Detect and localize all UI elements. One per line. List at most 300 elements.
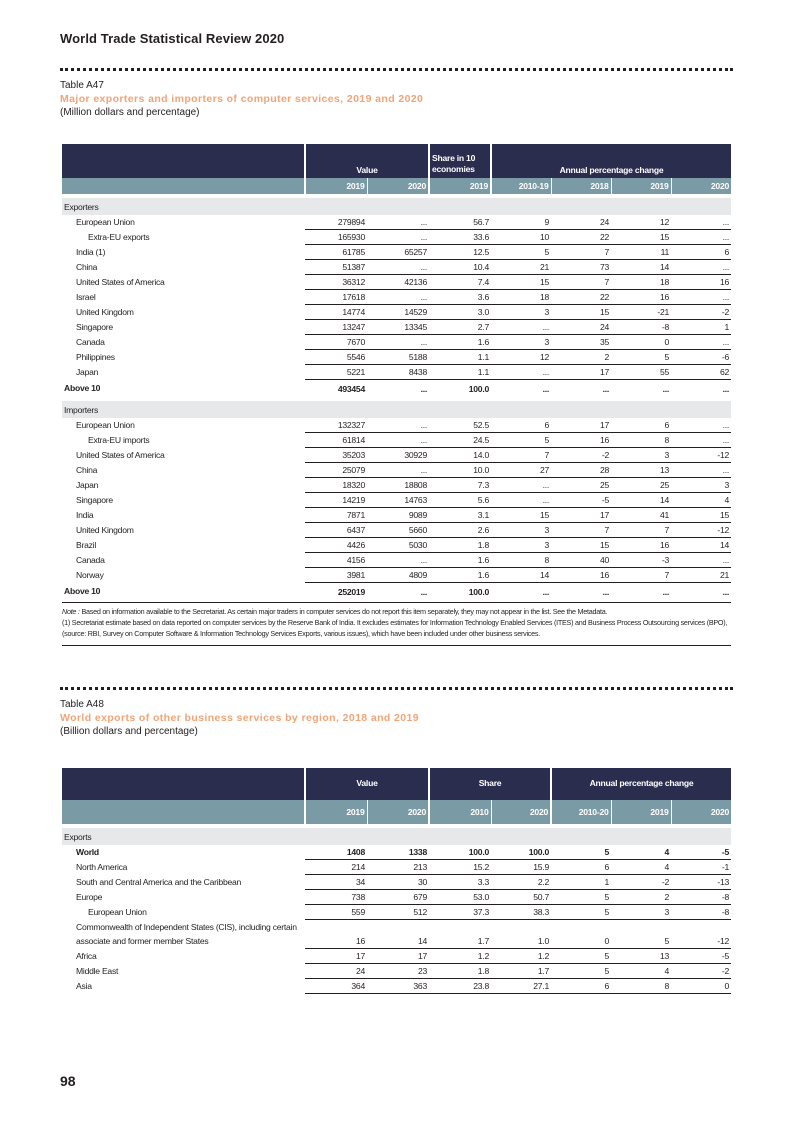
table-row xyxy=(62,860,731,875)
row-label: European Union xyxy=(88,907,147,917)
row-label: United Kingdom xyxy=(76,307,134,317)
cell-value: 4156 xyxy=(305,553,367,568)
cell-value: 17 xyxy=(551,365,611,380)
cell-value: 10.0 xyxy=(429,463,491,478)
row-label: Singapore xyxy=(76,322,113,332)
cell-value: 2 xyxy=(611,890,671,905)
table-row xyxy=(62,320,731,335)
cell-value: ... xyxy=(367,260,429,275)
cell-value: -8 xyxy=(671,905,731,920)
row-label: Asia xyxy=(76,980,92,991)
cell-value: ... xyxy=(491,493,551,508)
cell-value: 56.7 xyxy=(429,215,491,230)
cell-value: 13 xyxy=(611,463,671,478)
cell-value: 14 xyxy=(671,538,731,553)
cell-value: 512 xyxy=(367,905,429,920)
cell-value: -2 xyxy=(671,963,731,978)
cell-value: 12 xyxy=(611,215,671,230)
cell-value: 5546 xyxy=(305,350,367,365)
cell-value: 16 xyxy=(305,934,367,949)
cell-value: 27 xyxy=(491,463,551,478)
row-label: China xyxy=(76,262,98,272)
cell-value: 14774 xyxy=(305,305,367,320)
cell-value: 18320 xyxy=(305,478,367,493)
cell-value: 15.9 xyxy=(491,860,551,875)
cell-value: 15 xyxy=(551,305,611,320)
column-group-value: Value xyxy=(305,144,429,178)
cell-value: 17 xyxy=(305,948,367,963)
cell-value: 7 xyxy=(611,523,671,538)
table-row xyxy=(62,275,731,290)
cell-value: 13345 xyxy=(367,320,429,335)
cell-value: 22 xyxy=(551,230,611,245)
table-row xyxy=(62,963,731,978)
cell-value: 5 xyxy=(551,905,611,920)
cell-value: 25079 xyxy=(305,463,367,478)
cell-value: ... xyxy=(367,433,429,448)
cell-value: 3 xyxy=(491,335,551,350)
cell-value: -2 xyxy=(671,305,731,320)
table-row xyxy=(62,290,731,305)
section-header xyxy=(62,828,731,845)
table-row xyxy=(62,508,731,523)
cell-value: 3 xyxy=(611,905,671,920)
cell-value: 132327 xyxy=(305,418,367,433)
cell-value: 1.6 xyxy=(429,553,491,568)
cell-value: ... xyxy=(542,586,549,597)
cell-value: 8438 xyxy=(367,365,429,380)
cell-value: 1.2 xyxy=(429,948,491,963)
cell-value: 30 xyxy=(367,875,429,890)
cell-value: 6 xyxy=(671,245,731,260)
cell-value: 30929 xyxy=(367,448,429,463)
cell-value: 10.4 xyxy=(429,260,491,275)
cell-value: 3 xyxy=(491,523,551,538)
cell-value: 14219 xyxy=(305,493,367,508)
row-label: Above 10 xyxy=(64,383,101,394)
cell-value: 35 xyxy=(551,335,611,350)
cell-value: 1.1 xyxy=(429,365,491,380)
table-label: Table A48 xyxy=(60,699,104,710)
cell-value: 17618 xyxy=(305,290,367,305)
cell-value: 7 xyxy=(551,245,611,260)
cell-value: 15 xyxy=(491,275,551,290)
cell-value: 5 xyxy=(491,245,551,260)
row-label: European Union xyxy=(76,420,135,431)
cell-value: 3.0 xyxy=(429,305,491,320)
table-row xyxy=(62,493,731,508)
cell-value: 0 xyxy=(611,335,671,350)
cell-value: 18 xyxy=(491,290,551,305)
cell-value: 14529 xyxy=(367,305,429,320)
cell-value: 61785 xyxy=(305,245,367,260)
note-text: Based on information available to the Secretariat. As certain major traders in computer services do not report this item separately, they may not appear in the list. See the Metadata. xyxy=(81,607,608,616)
row-label: United States of America xyxy=(76,450,165,460)
table-a47 xyxy=(62,144,731,600)
cell-value: 100.0 xyxy=(491,845,551,860)
year-header: 2019 xyxy=(611,178,671,194)
cell-value: -5 xyxy=(671,948,731,963)
year-header: 2019 xyxy=(611,800,671,824)
cell-value: ... xyxy=(367,290,429,305)
cell-value: 1338 xyxy=(367,845,429,860)
cell-value: 21 xyxy=(671,568,731,583)
cell-value: 61814 xyxy=(305,433,367,448)
cell-value: 5 xyxy=(551,963,611,978)
cell-value: -2 xyxy=(551,448,611,463)
cell-value: 16 xyxy=(551,433,611,448)
table-row xyxy=(62,418,731,433)
cell-value: 25 xyxy=(611,478,671,493)
cell-value: 17 xyxy=(551,508,611,523)
cell-value: 14.0 xyxy=(429,448,491,463)
cell-value: 6 xyxy=(551,978,611,993)
table-title: World exports of other business services by region, 2018 and 2019 xyxy=(60,712,420,724)
footnote-text: (1) Secretariat estimate based on data reported on computer services by the Reserve Bank of India. It excludes estimates for Information Technology Enabled Services (ITES) and Business Process Outsourcing services (BPO), (source: RBI, Survey on Computer Software & Information Technology Services Exports, various issues), which have been included under other business services. xyxy=(62,618,728,638)
cell-value: 7 xyxy=(551,275,611,290)
cell-value: 12.5 xyxy=(429,245,491,260)
section-divider xyxy=(60,687,733,690)
cell-value: 363 xyxy=(367,978,429,993)
table-row xyxy=(62,448,731,463)
column-group-value: Value xyxy=(305,768,429,800)
table-row xyxy=(62,568,731,583)
cell-value: ... xyxy=(420,586,427,597)
row-label: Europe xyxy=(76,892,103,902)
cell-value: 8 xyxy=(611,433,671,448)
row-label: World xyxy=(76,847,99,858)
cell-value: 55 xyxy=(611,365,671,380)
year-header: 2020 xyxy=(671,800,731,824)
cell-value: 7 xyxy=(611,568,671,583)
row-label: Commonwealth of Independent States (CIS), including certain xyxy=(76,921,297,932)
row-label: Above 10 xyxy=(64,586,101,597)
cell-value: 1408 xyxy=(305,845,367,860)
year-header: 2020 xyxy=(367,800,429,824)
cell-value: 14 xyxy=(611,260,671,275)
total-row xyxy=(62,583,731,601)
cell-value: 5 xyxy=(551,845,611,860)
cell-value: ... xyxy=(602,383,609,394)
cell-value: 24 xyxy=(551,215,611,230)
cell-value: 27.1 xyxy=(491,978,551,993)
row-label: North America xyxy=(76,862,128,872)
row-label: Extra-EU imports xyxy=(88,435,150,445)
cell-value: 9089 xyxy=(367,508,429,523)
cell-value: ... xyxy=(671,463,731,478)
cell-value: -21 xyxy=(611,305,671,320)
cell-value: -5 xyxy=(551,493,611,508)
year-header: 2020 xyxy=(671,178,731,194)
cell-value: ... xyxy=(671,433,731,448)
cell-value: 214 xyxy=(305,860,367,875)
table-row xyxy=(62,245,731,260)
table-row xyxy=(62,978,731,993)
cell-value: 679 xyxy=(367,890,429,905)
cell-value: 23 xyxy=(367,963,429,978)
cell-value: 6 xyxy=(551,860,611,875)
cell-value: 100.0 xyxy=(429,845,491,860)
cell-value: ... xyxy=(722,586,730,597)
cell-value: 559 xyxy=(305,905,367,920)
cell-value: 10 xyxy=(491,230,551,245)
row-label: Singapore xyxy=(76,495,113,505)
table-end-rule xyxy=(62,645,731,646)
cell-value: 65257 xyxy=(367,245,429,260)
row-label: associate and former member States xyxy=(76,935,209,946)
table-row xyxy=(62,478,731,493)
section-label: Importers xyxy=(62,401,731,418)
row-label: Japan xyxy=(76,367,99,377)
cell-value: 11 xyxy=(611,245,671,260)
row-label: Middle East xyxy=(76,965,119,976)
cell-value: 4 xyxy=(671,493,731,508)
cell-value: 7 xyxy=(551,523,611,538)
cell-value: 53.0 xyxy=(429,890,491,905)
table-row xyxy=(62,215,731,230)
cell-value: 17 xyxy=(367,948,429,963)
cell-value: 7670 xyxy=(305,335,367,350)
cell-value: 5 xyxy=(611,934,671,949)
cell-value: 364 xyxy=(305,978,367,993)
column-group-share: Share xyxy=(429,768,551,800)
cell-value: 14 xyxy=(611,493,671,508)
cell-value: 14 xyxy=(367,934,429,949)
cell-value: 1.0 xyxy=(491,934,551,949)
cell-value: ... xyxy=(671,215,731,230)
year-header: 2010-20 xyxy=(551,800,611,824)
cell-value: ... xyxy=(367,418,429,433)
cell-value: 5030 xyxy=(367,538,429,553)
table-a48 xyxy=(62,768,731,994)
year-header: 2010 xyxy=(429,800,491,824)
cell-value: -12 xyxy=(671,523,731,538)
cell-value: 1.2 xyxy=(491,948,551,963)
cell-value: 7.4 xyxy=(429,275,491,290)
table-row xyxy=(62,305,731,320)
cell-value: 15 xyxy=(551,538,611,553)
year-header: 2019 xyxy=(305,178,367,194)
cell-value: ... xyxy=(671,418,731,433)
cell-value: 165930 xyxy=(305,230,367,245)
year-header: 2019 xyxy=(429,178,491,194)
row-label: Philippines xyxy=(76,352,115,362)
cell-value: 12 xyxy=(491,350,551,365)
cell-value: 40 xyxy=(551,553,611,568)
cell-value: 14763 xyxy=(367,493,429,508)
cell-value: 4809 xyxy=(367,568,429,583)
cell-value: -6 xyxy=(671,350,731,365)
cell-value: 5 xyxy=(551,890,611,905)
cell-value: 493454 xyxy=(337,383,365,394)
section-label: Exporters xyxy=(62,198,731,215)
cell-value: 15.2 xyxy=(429,860,491,875)
table-row xyxy=(62,890,731,905)
table-row xyxy=(62,260,731,275)
cell-value: 16 xyxy=(671,275,731,290)
table-row xyxy=(62,433,731,448)
cell-value: 7871 xyxy=(305,508,367,523)
table-notes xyxy=(62,602,731,639)
cell-value: 7 xyxy=(491,448,551,463)
cell-value: ... xyxy=(602,586,609,597)
table-row xyxy=(62,905,731,920)
row-label: United Kingdom xyxy=(76,525,134,535)
cell-value: 9 xyxy=(491,215,551,230)
cell-value: -8 xyxy=(671,890,731,905)
cell-value: ... xyxy=(671,553,731,568)
cell-value: ... xyxy=(671,230,731,245)
cell-value: 3 xyxy=(491,538,551,553)
column-group-share: Share in 10 economies xyxy=(429,144,491,178)
row-label: European Union xyxy=(76,217,135,228)
cell-value: 2.2 xyxy=(491,875,551,890)
cell-value: 8 xyxy=(491,553,551,568)
table-row xyxy=(62,538,731,553)
cell-value: 22 xyxy=(551,290,611,305)
page-number: 98 xyxy=(60,1073,76,1089)
cell-value: ... xyxy=(367,335,429,350)
cell-value: ... xyxy=(367,553,429,568)
cell-value: 3.6 xyxy=(429,290,491,305)
cell-value: ... xyxy=(420,383,427,394)
cell-value: 17 xyxy=(551,418,611,433)
cell-value: 33.6 xyxy=(429,230,491,245)
cell-value: 1.6 xyxy=(429,335,491,350)
cell-value: 73 xyxy=(551,260,611,275)
row-label: India xyxy=(76,510,94,520)
column-group-change: Annual percentage change xyxy=(491,144,731,178)
cell-value: 2.7 xyxy=(429,320,491,335)
cell-value: 16 xyxy=(551,568,611,583)
row-label: China xyxy=(76,465,98,475)
cell-value: 3981 xyxy=(305,568,367,583)
cell-value: 8 xyxy=(611,978,671,993)
cell-value: ... xyxy=(542,383,549,394)
cell-value: 15 xyxy=(491,508,551,523)
cell-value: -1 xyxy=(671,860,731,875)
table-row xyxy=(62,553,731,568)
cell-value: ... xyxy=(671,290,731,305)
cell-value: 100.0 xyxy=(468,586,489,597)
cell-value: 41 xyxy=(611,508,671,523)
cell-value: 3.3 xyxy=(429,875,491,890)
cell-value: 5660 xyxy=(367,523,429,538)
cell-value: 6 xyxy=(491,418,551,433)
cell-value: 24 xyxy=(305,963,367,978)
cell-value: 35203 xyxy=(305,448,367,463)
row-label: Africa xyxy=(76,950,97,961)
cell-value: 42136 xyxy=(367,275,429,290)
row-label: Israel xyxy=(76,292,96,302)
cell-value: 279894 xyxy=(305,215,367,230)
cell-value: 100.0 xyxy=(468,383,489,394)
table-row xyxy=(62,365,731,380)
row-label: Canada xyxy=(76,337,105,347)
cell-value: 6 xyxy=(611,418,671,433)
cell-value: 4 xyxy=(611,860,671,875)
cell-value: 213 xyxy=(367,860,429,875)
row-label: Extra-EU exports xyxy=(88,232,150,242)
cell-value: ... xyxy=(671,260,731,275)
cell-value: 1.6 xyxy=(429,568,491,583)
cell-value: -5 xyxy=(671,845,731,860)
cell-value: 3 xyxy=(491,305,551,320)
table-row xyxy=(62,335,731,350)
cell-value: 738 xyxy=(305,890,367,905)
cell-value: 25 xyxy=(551,478,611,493)
cell-value: 3.1 xyxy=(429,508,491,523)
row-label: Norway xyxy=(76,570,104,580)
cell-value: 1.8 xyxy=(429,963,491,978)
note-label: Note : xyxy=(62,607,80,616)
table-row xyxy=(62,948,731,963)
table-row xyxy=(62,463,731,478)
cell-value: 15 xyxy=(611,230,671,245)
row-label: India (1) xyxy=(76,247,106,257)
cell-value: 15 xyxy=(671,508,731,523)
table-title: Major exporters and importers of computer services, 2019 and 2020 xyxy=(60,93,424,105)
cell-value: 16 xyxy=(611,538,671,553)
cell-value: 5 xyxy=(551,948,611,963)
cell-value: 3 xyxy=(611,448,671,463)
cell-value: 3 xyxy=(671,478,731,493)
cell-value: 24.5 xyxy=(429,433,491,448)
section-header xyxy=(62,198,731,215)
cell-value: ... xyxy=(662,383,669,394)
cell-value: 1.1 xyxy=(429,350,491,365)
year-header: 2010-19 xyxy=(491,178,551,194)
cell-value: -12 xyxy=(671,934,731,949)
cell-value: 18808 xyxy=(367,478,429,493)
table-row xyxy=(62,230,731,245)
cell-value: 5 xyxy=(491,433,551,448)
cell-value: ... xyxy=(491,320,551,335)
cell-value: 13247 xyxy=(305,320,367,335)
cell-value: 18 xyxy=(611,275,671,290)
section-divider xyxy=(60,68,733,71)
cell-value: ... xyxy=(662,586,669,597)
cell-value: 2 xyxy=(551,350,611,365)
cell-value: 16 xyxy=(611,290,671,305)
cell-value: 38.3 xyxy=(491,905,551,920)
cell-value: 21 xyxy=(491,260,551,275)
cell-value: 0 xyxy=(551,934,611,949)
cell-value: 5221 xyxy=(305,365,367,380)
table-row xyxy=(62,523,731,538)
table-row xyxy=(62,350,731,365)
cell-value: 4 xyxy=(611,963,671,978)
year-header: 2020 xyxy=(367,178,429,194)
table-row xyxy=(62,934,731,949)
row-label: United States of America xyxy=(76,277,165,287)
cell-value: 13 xyxy=(611,948,671,963)
cell-value: 5188 xyxy=(367,350,429,365)
year-header: 2020 xyxy=(491,800,551,824)
cell-value: ... xyxy=(367,230,429,245)
row-label: South and Central America and the Caribbean xyxy=(76,877,242,887)
cell-value: 52.5 xyxy=(429,418,491,433)
cell-value: 23.8 xyxy=(429,978,491,993)
cell-value: 7.3 xyxy=(429,478,491,493)
cell-value: 24 xyxy=(551,320,611,335)
cell-value: -2 xyxy=(611,875,671,890)
cell-value: ... xyxy=(491,365,551,380)
year-header: 2019 xyxy=(305,800,367,824)
table-subtitle: (Million dollars and percentage) xyxy=(60,107,200,118)
row-label: Japan xyxy=(76,480,99,490)
column-group-change: Annual percentage change xyxy=(551,768,731,800)
